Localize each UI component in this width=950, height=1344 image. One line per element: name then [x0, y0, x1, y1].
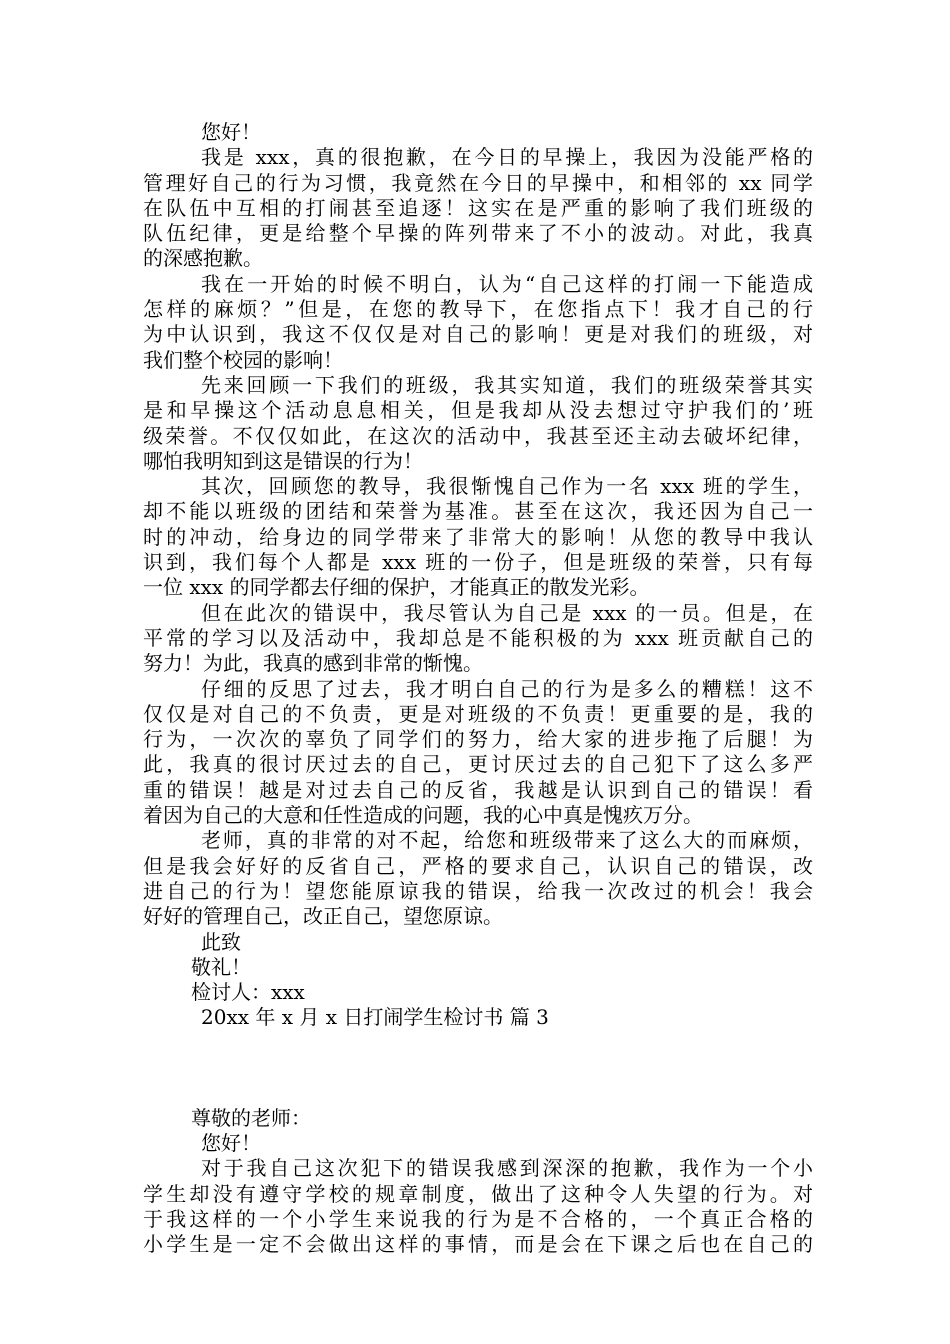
date-and-next-title: 20xx 年 x 月 x 日打闹学生检讨书 篇 3 — [201, 1005, 549, 1030]
text-line: 好好的管理自己，改正自己，望您原谅。 — [143, 904, 503, 929]
text-line: 其次，回顾您的教导，我很惭愧自己作为一名 xxx 班的学生， — [201, 474, 813, 499]
text-line: 于我这样的一个小学生来说我的行为是不合格的，一个真正合格的 — [143, 1206, 813, 1231]
letter-body — [143, 1156, 813, 1257]
text-line: 怎样的麻烦？”但是，在您的教导下，在您指点下！我才自己的行 — [143, 297, 813, 322]
greeting: 您好！ — [201, 1130, 261, 1155]
text-line: 一位 xxx 的同学都去仔细的保护，才能真正的散发光彩。 — [143, 575, 650, 600]
text-line: 仅仅是对自己的不负责，更是对班级的不负责！更重要的是，我的 — [143, 701, 813, 726]
text-line: 着因为自己的大意和任性造成的问题，我的心中真是愧疚万分。 — [143, 803, 703, 828]
text-line: 小学生是一定不会做出这样的事情，而是会在下课之后也在自己的 — [143, 1232, 813, 1257]
text-line: 但在此次的错误中，我尽管认为自己是 xxx 的一员。但是，在 — [201, 600, 813, 625]
section-gap — [143, 1031, 813, 1106]
text-line: 级荣誉。不仅仅如此，在这次的活动中，我甚至还主动去破坏纪律， — [143, 423, 813, 448]
closing-salutation: 此致 — [201, 929, 241, 954]
text-line: 的深感抱歉。 — [143, 246, 263, 271]
text-line: 先来回顾一下我们的班级，我其实知道，我们的班级荣誉其实 — [201, 372, 813, 397]
text-line: 是和早操这个活动息息相关，但是我却从没去想过守护我们的’班 — [143, 398, 813, 423]
text-line: 但是我会好好的反省自己，严格的要求自己，认识自己的错误，改 — [143, 853, 813, 878]
text-line: 重的错误！越是对过去自己的反省，我越是认识到自己的错误！看 — [143, 777, 813, 802]
text-line: 老师，真的非常的对不起，给您和班级带来了这么大的而麻烦， — [201, 828, 813, 853]
text-line: 我在一开始的时候不明白，认为“自己这样的打闹一下能造成 — [201, 271, 813, 296]
text-line: 队伍纪律，更是给整个早操的阵列带来了不小的波动。对此，我真 — [143, 221, 813, 246]
document-page — [143, 120, 813, 1257]
text-line: 行为，一次次的辜负了同学们的努力，给大家的进步拖了后腿！为 — [143, 727, 813, 752]
text-line: 识到，我们每个人都是 xxx 班的一份子，但是班级的荣誉，只有每 — [143, 550, 813, 575]
text-line: 平常的学习以及活动中，我却总是不能积极的为 xxx 班贡献自己的 — [143, 625, 813, 650]
text-line: 管理好自己的行为习惯，我竟然在今日的早操中，和相邻的 xx 同学 — [143, 170, 813, 195]
text-line: 为中认识到，我这不仅仅是对自己的影响！更是对我们的班级，对 — [143, 322, 813, 347]
text-line: 哪怕我明知到这是错误的行为！ — [143, 448, 423, 473]
text-line: 对于我自己这次犯下的错误我感到深深的抱歉，我作为一个小 — [201, 1156, 813, 1181]
text-line: 努力！为此，我真的感到非常的惭愧。 — [143, 651, 483, 676]
text-line: 我们整个校园的影响！ — [143, 347, 343, 372]
text-line: 此，我真的很讨厌过去的自己，更讨厌过去的自己犯下了这么多严 — [143, 752, 813, 777]
text-line: 却不能以班级的团结和荣誉为基准。甚至在这次，我还因为自己一 — [143, 499, 813, 524]
closing-respect: 敬礼！ — [191, 954, 251, 979]
salutation: 尊敬的老师： — [191, 1105, 311, 1130]
text-line: 时的冲动，给身边的同学带来了非常大的影响！从您的教导中我认 — [143, 524, 813, 549]
letter-body — [143, 145, 813, 929]
signer: 检讨人：xxx — [191, 980, 305, 1005]
text-line: 学生却没有遵守学校的规章制度，做出了这种令人失望的行为。对 — [143, 1181, 813, 1206]
text-line: 仔细的反思了过去，我才明白自己的行为是多么的糟糕！这不 — [201, 676, 813, 701]
greeting: 您好！ — [201, 120, 261, 144]
text-line: 我是 xxx，真的很抱歉，在今日的早操上，我因为没能严格的 — [201, 145, 813, 170]
text-line: 在队伍中互相的打闹甚至追逐！这实在是严重的影响了我们班级的 — [143, 195, 813, 220]
text-line: 进自己的行为！望您能原谅我的错误，给我一次改过的机会！我会 — [143, 878, 813, 903]
